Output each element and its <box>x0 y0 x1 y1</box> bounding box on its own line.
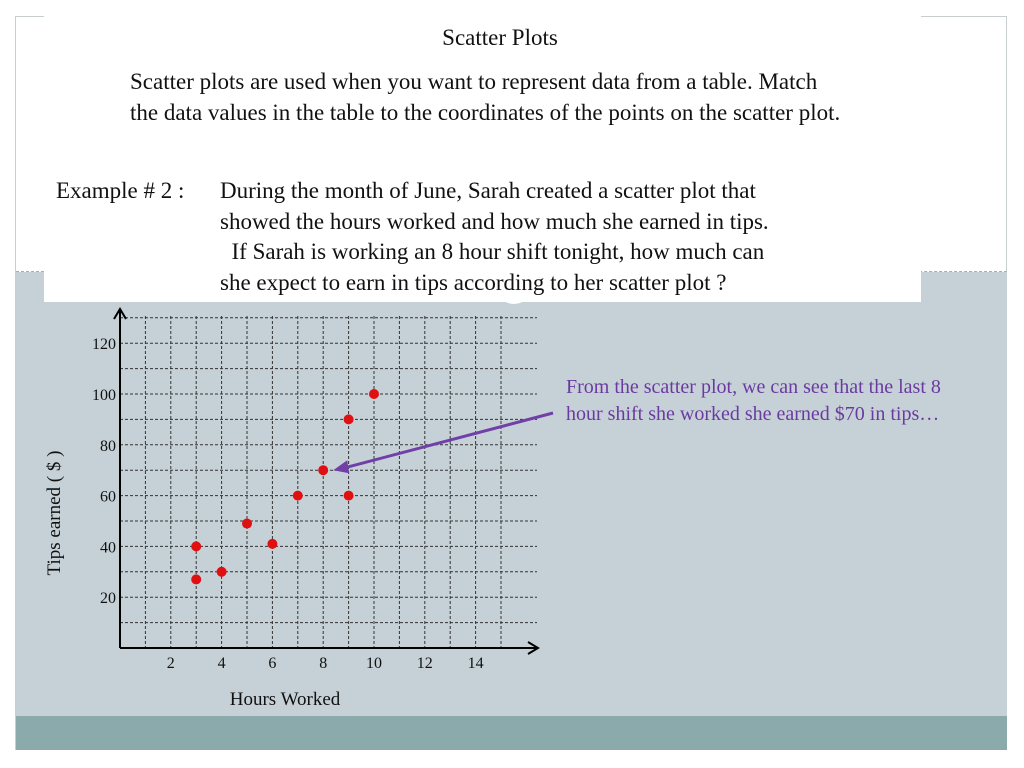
example-line-2: showed the hours worked and how much she earned in tips. <box>220 208 769 234</box>
data-point <box>318 465 328 475</box>
x-tick-label: 8 <box>319 655 328 672</box>
example-label: Example # 2 : <box>56 178 185 203</box>
data-point <box>344 414 354 424</box>
slide-title: Scatter Plots <box>442 25 558 50</box>
x-tick-label: 12 <box>416 655 433 672</box>
x-tick-label: 6 <box>268 655 277 672</box>
data-point <box>267 539 277 549</box>
x-tick-label: 14 <box>467 655 484 672</box>
data-point <box>293 491 303 501</box>
example-line-4: she expect to earn in tips according to her scatter plot ? <box>220 269 727 295</box>
data-point <box>191 541 201 551</box>
y-tick-label: 80 <box>100 437 116 455</box>
y-tick-label: 120 <box>92 336 116 354</box>
annotation-arrow-line <box>343 413 553 468</box>
data-point <box>242 519 252 529</box>
annotation-arrowhead <box>333 460 349 473</box>
y-tick-label: 40 <box>100 539 116 557</box>
x-axis-title: Hours Worked <box>229 689 341 710</box>
y-tick-label: 100 <box>92 387 116 404</box>
y-axis-title: Tips earned ( $ ) <box>44 450 65 576</box>
x-tick-label: 4 <box>217 655 226 672</box>
data-point <box>344 491 354 501</box>
example-line-1: During the month of June, Sarah created a scatter plot that <box>220 178 756 203</box>
data-point <box>217 567 227 577</box>
callout-text: From the scatter plot, we can see that the last 8 hour shift she worked she earned $70 in tips… <box>566 376 941 425</box>
y-tick-label: 20 <box>100 590 116 608</box>
example-line-3: If Sarah is working an 8 hour shift tonight, how much can <box>220 239 765 264</box>
data-point <box>191 574 201 584</box>
x-tick-label: 10 <box>366 655 382 672</box>
x-tick-label: 2 <box>166 655 175 672</box>
y-tick-label: 60 <box>100 488 116 506</box>
intro-paragraph: Scatter plots are used when you want to represent data from a table. Match the data values in the table to the coordinates of the points on the scatter plot. <box>130 69 841 125</box>
data-point <box>369 389 379 399</box>
